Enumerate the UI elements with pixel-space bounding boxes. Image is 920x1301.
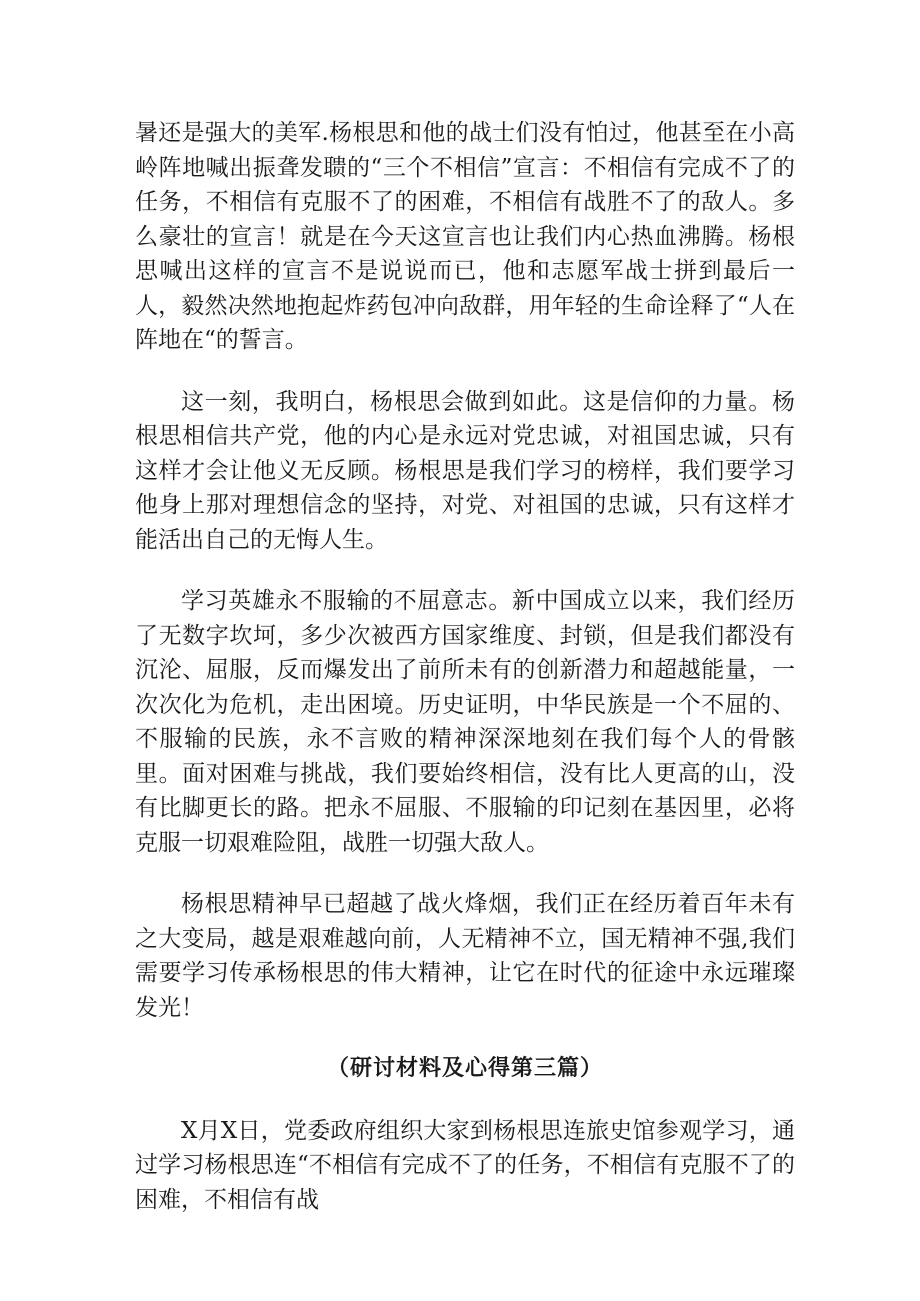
- document-body: [135, 116, 795, 1244]
- section-heading: （研讨材料及心得第三篇）: [326, 1056, 603, 1081]
- paragraph-spirit-legacy: 杨根思精神早已超越了战火烽烟，我们正在经历着百年未有之大变局，越是艰难越向前，人无精神不立，国无精神不强,我们需要学习传承杨根思的伟大精神，让它在时代的征途中永远璀璨发光！: [135, 891, 795, 1021]
- paragraph-belief: 这一刻，我明白，杨根思会做到如此。这是信仰的力量。杨根思相信共产党，他的内心是永远对党忠诚，对祖国忠诚，只有这样才会让他义无反顾。杨根思是我们学习的榜样，我们要学习他身上那对理想信念的坚持，对党、对祖国的忠诚，只有这样才能活出自己的无悔人生。: [135, 388, 795, 553]
- paragraph-continuation: 暑还是强大的美军.杨根思和他的战士们没有怕过，他甚至在小高岭阵地喊出振聋发聩的“三个不相信”宣言：不相信有完成不了的任务，不相信有克服不了的困难，不相信有战胜不了的敌人。多么豪壮的宣言！就是在今天这宣言也让我们内心热血沸腾。杨根思喊出这样的宣言不是说说而已，他和志愿军战士拼到最后一人，毅然决然地抱起炸药包冲向敌群，用年轻的生命诠释了“人在阵地在“的誓言。: [135, 120, 795, 353]
- paragraph-unyielding-will: 学习英雄永不服输的不屈意志。新中国成立以来，我们经历了无数字坎坷，多少次被西方国家维度、封锁，但是我们都没有沉沦、屈服，反而爆发出了前所未有的创新潜力和超越能量，一次次化为危机，走出困境。历史证明，中华民族是一个不屈的、不服输的民族，永不言败的精神深深地刻在我们每个人的骨骸里。面对困难与挑战，我们要始终相信，没有比人更高的山，没有比脚更长的路。把永不屈服、不服输的印记刻在基因里，必将克服一切艰难险阻，战胜一切强大敌人。: [135, 588, 795, 856]
- paragraph-third-article-intro: X月X日，党委政府组织大家到杨根思连旅史馆参观学习，通过学习杨根思连“不相信有完成不了的任务，不相信有克服不了的困难，不相信有战: [135, 1117, 795, 1213]
